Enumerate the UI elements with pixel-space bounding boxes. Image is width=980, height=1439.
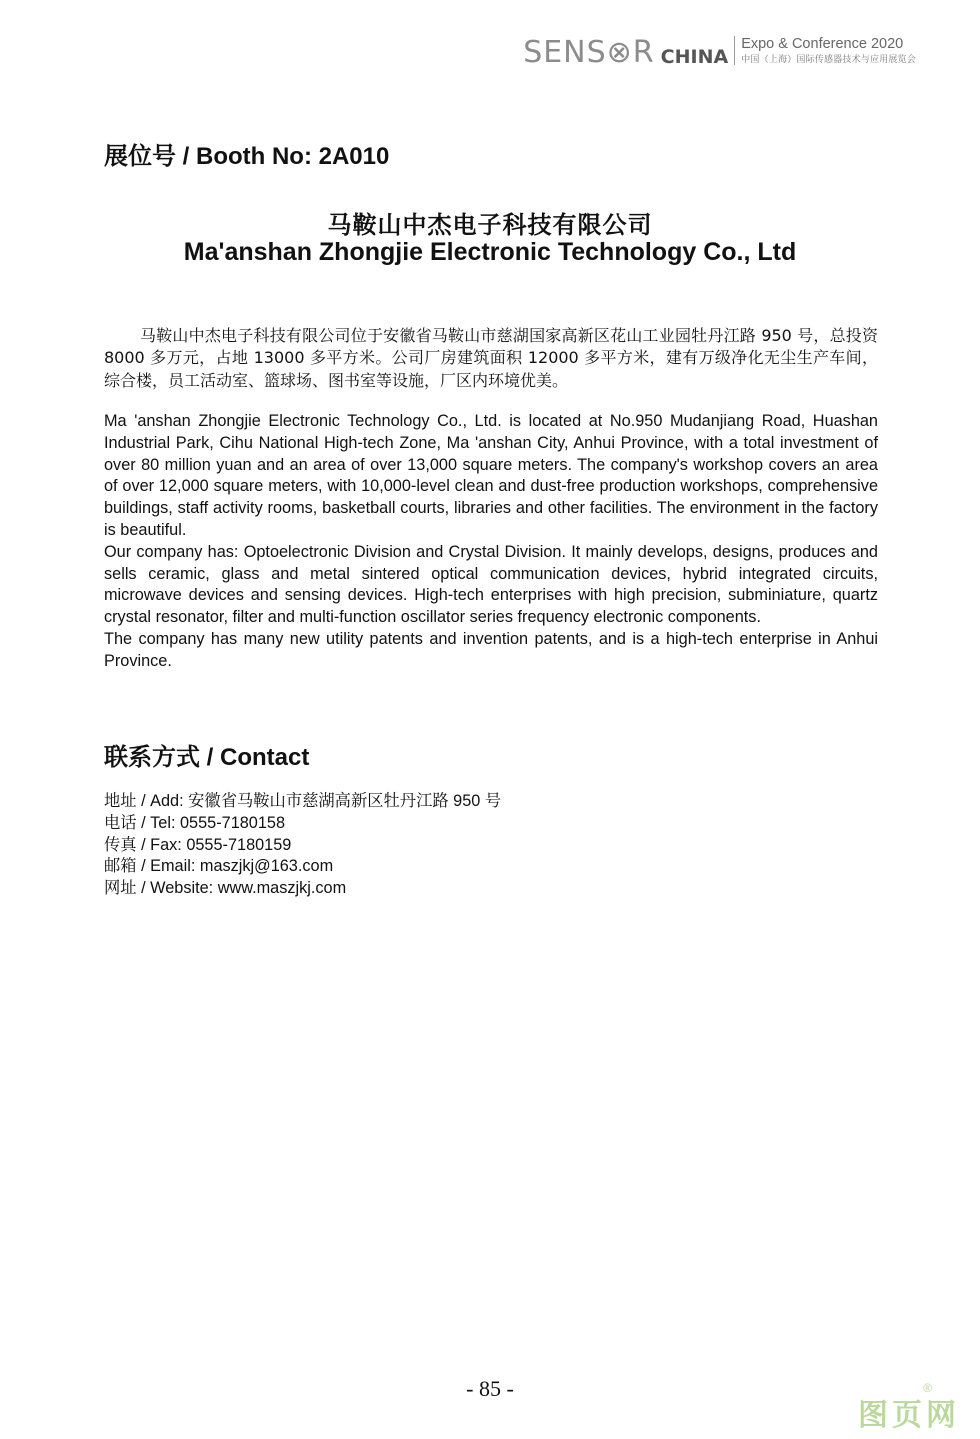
contact-email: 邮箱 / Email: maszjkj@163.com <box>104 857 334 876</box>
contact-fax: 传真 / Fax: 0555-7180159 <box>104 835 292 854</box>
site-watermark: 图页网 <box>858 1398 960 1433</box>
intro-english-paragraph: The company has many new utility patents and invention patents, and is a high-tech enterprise in Anhui Province. <box>104 629 878 670</box>
contact-heading: 联系方式 / Contact <box>104 744 310 771</box>
contact-address: 地址 / Add: 安徽省马鞍山市慈湖高新区牡丹江路 950 号 <box>104 792 502 810</box>
contact-tel: 电话 / Tel: 0555-7180158 <box>104 813 286 832</box>
contact-website: 网址 / Website: www.maszjkj.com <box>104 879 347 898</box>
logo-expo-block <box>734 36 916 65</box>
company-name-english: Ma'anshan Zhongjie Electronic Technology Co., Ltd <box>183 238 797 266</box>
intro-english-paragraph: Ma 'anshan Zhongjie Electronic Technology Co., Ltd. is located at No.950 Mudanjiang Road, Huashan Industrial Park, Cihu National High-tech Zone, Ma 'anshan City, Anhui Province, with a total investment of over 80 million yuan and an area of over 13,000 square meters. The company's workshop covers an area of over 12,000 square meters, with 10,000-level clean and dust-free production workshops, comprehensive buildings, staff activity rooms, basketball courts, libraries and other facilities. The environment in the factory is beautiful. <box>104 412 878 539</box>
logo-china-word: CHINA <box>660 46 729 68</box>
company-name-chinese: 马鞍山中杰电子科技有限公司 <box>327 211 653 239</box>
contact-list <box>104 791 501 900</box>
page-number: - 85 - <box>466 1376 514 1401</box>
intro-english <box>104 411 878 673</box>
booth-number: 展位号 / Booth No: 2A010 <box>104 143 390 170</box>
registered-mark: ® <box>923 1381 932 1395</box>
logo-sensor-word: SENS⊗R <box>523 35 655 70</box>
expo-logo <box>523 36 916 70</box>
intro-chinese: 马鞍山中杰电子科技有限公司位于安徽省马鞍山市慈湖国家高新区花山工业园牡丹江路 950 号，总投资 8000 多万元，占地 13000 多平方米。公司厂房建筑面积 12000 多平方米，建有万级净化无尘生产车间，综合楼，员工活动室、篮球场、图书室等设施，厂区内环境优美。 <box>104 326 878 390</box>
logo-expo-title: Expo & Conference 2020 <box>741 36 904 52</box>
intro-english-paragraph: Our company has: Optoelectronic Division and Crystal Division. It mainly develops, designs, produces and sells ceramic, glass and metal sintered optical communication devices, hybrid integrated circuits, microwave devices and sensing devices. High-tech enterprises with high precision, subminiature, quartz crystal resonator, filter and multi-function oscillator series frequency electronic components. <box>104 542 878 627</box>
logo-expo-chinese: 中国（上海）国际传感器技术与应用展览会 <box>741 54 916 64</box>
